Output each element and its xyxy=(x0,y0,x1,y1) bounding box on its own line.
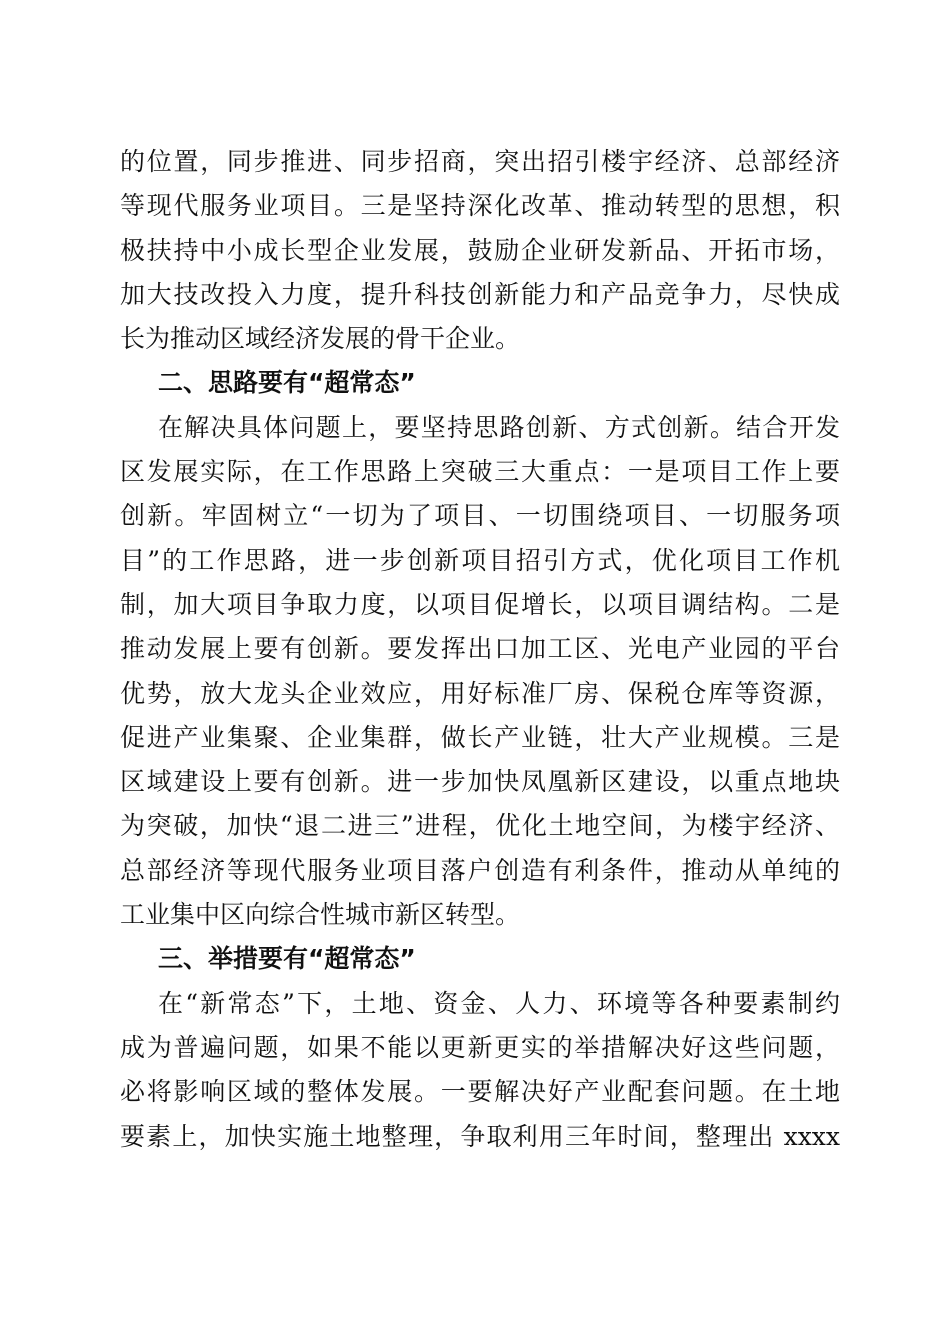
text-line: 长为推动区域经济发展的骨干企业。 xyxy=(120,324,521,354)
paragraph-1 xyxy=(120,140,840,361)
paragraph-3 xyxy=(120,982,840,1159)
text-line: 制，加大项目争取力度，以项目促增长，以项目调结构。二是 xyxy=(120,589,840,619)
section-heading-3: 三、举措要有“超常态” xyxy=(158,944,416,974)
text-line: 优势，放大龙头企业效应，用好标准厂房、保税仓库等资源， xyxy=(120,678,840,708)
text-line: 为突破，加快“退二进三”进程，优化土地空间，为楼宇经济、 xyxy=(120,811,840,841)
text-line: 目”的工作思路，进一步创新项目招引方式，优化项目工作机 xyxy=(120,545,840,575)
text-line: 在“新常态”下，土地、资金、人力、环境等各种要素制约 xyxy=(158,988,840,1018)
text-line: 区发展实际，在工作思路上突破三大重点：一是项目工作上要 xyxy=(120,457,840,487)
text-line: 在解决具体问题上，要坚持思路创新、方式创新。结合开发 xyxy=(158,412,840,442)
text-line: 工业集中区向综合性城市新区转型。 xyxy=(120,900,521,930)
text-line: 要素上，加快实施土地整理，争取利用三年时间，整理出 xxxx xyxy=(120,1121,840,1151)
text-line: 的位置，同步推进、同步招商，突出招引楼宇经济、总部经济 xyxy=(120,147,840,176)
text-line: 必将影响区域的整体发展。一要解决好产业配套问题。在土地 xyxy=(120,1077,840,1107)
text-line: 推动发展上要有创新。要发挥出口加工区、光电产业园的平台 xyxy=(120,634,840,664)
document-body xyxy=(120,140,840,1159)
text-line: 促进产业集聚、企业集群，做长产业链，壮大产业规模。三是 xyxy=(120,722,840,752)
section-heading-2: 二、思路要有“超常态” xyxy=(158,368,416,398)
paragraph-2 xyxy=(120,406,840,938)
text-line: 总部经济等现代服务业项目落户创造有利条件，推动从单纯的 xyxy=(120,855,840,885)
text-line: 区域建设上要有创新。进一步加快凤凰新区建设，以重点地块 xyxy=(120,767,840,797)
text-line: 成为普遍问题，如果不能以更新更实的举措解决好这些问题， xyxy=(120,1032,840,1062)
text-line: 等现代服务业项目。三是坚持深化改革、推动转型的思想，积 xyxy=(120,191,840,221)
text-line: 创新。牢固树立“一切为了项目、一切围绕项目、一切服务项 xyxy=(120,501,840,531)
text-line: 加大技改投入力度，提升科技创新能力和产品竞争力，尽快成 xyxy=(120,279,840,309)
text-line: 极扶持中小成长型企业发展，鼓励企业研发新品、开拓市场， xyxy=(120,235,840,265)
